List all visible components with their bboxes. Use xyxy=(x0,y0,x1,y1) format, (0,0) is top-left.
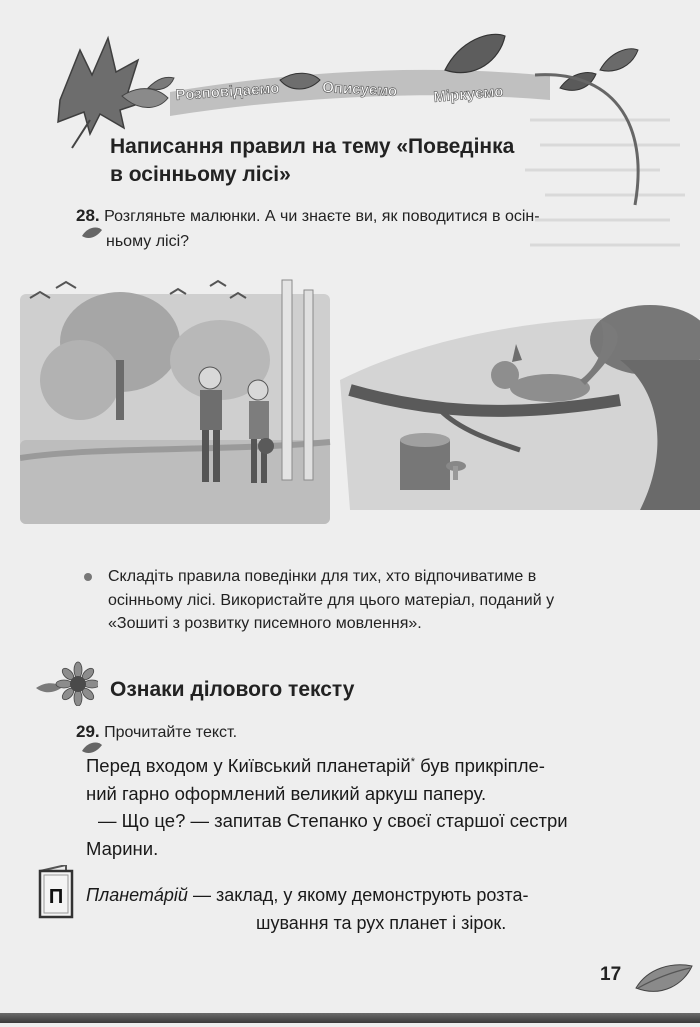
sunflower-icon xyxy=(34,660,98,706)
forest-illustrations xyxy=(20,270,700,532)
reading-line1: Перед входом у Київський планетарій* був прикріпле- xyxy=(86,755,545,777)
exercise-number: 28. xyxy=(76,206,100,225)
footnote-mark: * xyxy=(410,756,415,768)
section-title-line2: в осінньому лісі» xyxy=(110,163,291,186)
rubric-labels xyxy=(172,70,552,110)
glossary-def-line1: — заклад, у якому демонструють розта- xyxy=(187,885,529,905)
exercise-text-line2: ньому лісі? xyxy=(106,233,190,250)
section-title-line1: Написання правил на тему «Поведінка xyxy=(110,135,515,158)
page-bottom-edge xyxy=(0,1013,700,1023)
task-line3: «Зошиті з розвитку писемного мовлення». xyxy=(108,615,422,632)
exercise-28 xyxy=(76,203,646,254)
header-leaves-banner xyxy=(50,30,650,220)
rubric-tell: Розповідаємо xyxy=(175,79,280,104)
reading-text xyxy=(86,749,642,862)
rubric-describe: Описуємо xyxy=(321,79,398,100)
glossary-book-icon xyxy=(36,865,76,919)
glossary-marker: П xyxy=(48,886,64,908)
squirrel-picture xyxy=(340,305,700,510)
section-title-business-text: Ознаки ділового тексту xyxy=(110,678,355,701)
exercise-text: Прочитайте текст. xyxy=(104,724,238,741)
task-line2: осінньому лісі. Використайте для цього матеріал, поданий у xyxy=(108,591,555,609)
page-number: 17 xyxy=(600,964,622,985)
section-title-rules xyxy=(110,133,630,189)
reading-line2: ний гарно оформлений великий аркуш паперу. xyxy=(86,782,487,804)
glossary-def-line2: шування та рух планет і зірок. xyxy=(256,913,507,933)
reading-line3: — Що це? — запитав Степанко у своєї старшої сестри xyxy=(98,810,568,832)
exercise-text-line1: Розгляньте малюнки. А чи знаєте ви, як поводитися в осін- xyxy=(104,208,540,225)
glossary-term: Планетáрій xyxy=(86,885,188,905)
small-leaf-icon xyxy=(80,226,104,240)
task-line1: Складіть правила поведінки для тих, хто відпочиватиме в xyxy=(108,568,537,585)
bullet-icon xyxy=(84,573,92,581)
exercise-29 xyxy=(76,719,636,745)
reading-line4: Марини. xyxy=(86,837,159,859)
glossary-definition xyxy=(86,881,642,937)
exercise-number: 29. xyxy=(76,722,100,741)
task-bullet xyxy=(84,565,654,636)
corner-leaf-icon xyxy=(632,958,696,1000)
children-forest-picture xyxy=(20,280,330,524)
rubric-reason: Міркуємо xyxy=(432,82,505,106)
